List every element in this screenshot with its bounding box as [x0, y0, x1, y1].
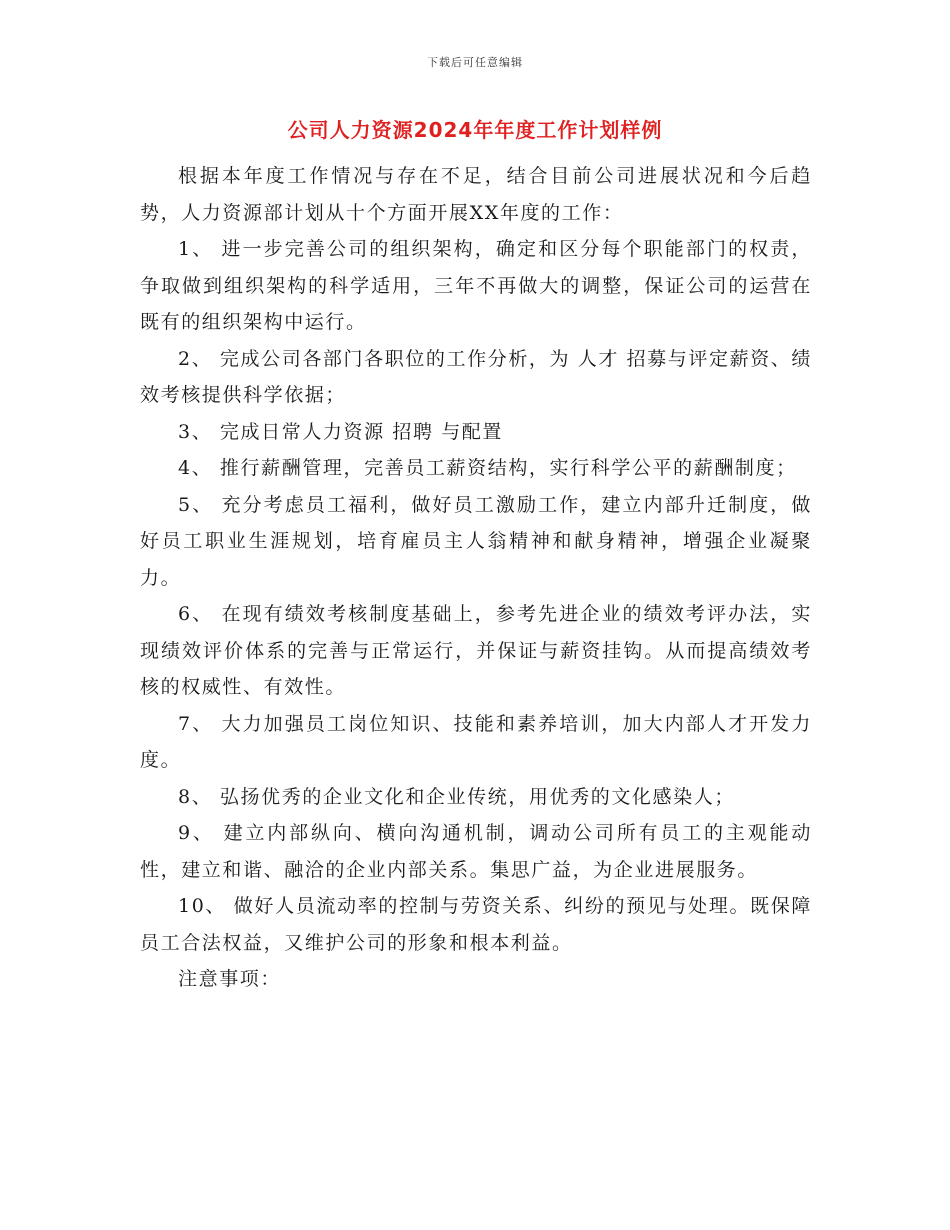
plan-item-10: 10、 做好人员流动率的控制与劳资关系、纠纷的预见与处理。既保障员工合法权益，又维护公司的形象和根本利益。	[140, 895, 812, 954]
plan-item-9: 9、 建立内部纵向、横向沟通机制，调动公司所有员工的主观能动性，建立和谐、融洽的企业内部关系。集思广益，为企业进展服务。	[140, 822, 812, 881]
document-body	[140, 158, 812, 998]
notes-heading: 注意事项：	[178, 968, 282, 990]
header-note: 下载后可任意编辑	[427, 56, 523, 69]
plan-item-8: 8、 弘扬优秀的企业文化和企业传统，用优秀的文化感染人；	[178, 785, 735, 808]
plan-item-7: 7、 大力加强员工岗位知识、技能和素养培训，加大内部人才开发力度。	[140, 712, 812, 771]
plan-item-4: 4、 推行薪酬管理，完善员工薪资结构，实行科学公平的薪酬制度；	[178, 457, 797, 479]
plan-item-5: 5、 充分考虑员工福利，做好员工激励工作，建立内部升迁制度，做好员工职业生涯规划，培育雇员主人翁精神和献身精神，增强企业凝聚力。	[140, 493, 812, 589]
plan-item-6: 6、 在现有绩效考核制度基础上，参考先进企业的绩效考评办法，实现绩效评价体系的完善与正常运行，并保证与薪资挂钩。从而提高绩效考核的权威性、有效性。	[140, 603, 812, 698]
plan-item-2: 2、 完成公司各部门各职位的工作分析，为 人才 招募与评定薪资、绩效考核提供科学依据；	[140, 347, 813, 406]
plan-item-3: 3、 完成日常人力资源 招聘 与配置	[178, 420, 504, 443]
intro-paragraph: 根据本年度工作情况与存在不足，结合目前公司进展状况和今后趋势，人力资源部计划从十个方面开展XX年度的工作：	[140, 165, 812, 224]
plan-item-1: 1、 进一步完善公司的组织架构，确定和区分每个职能部门的权责，争取做到组织架构的科学适用，三年不再做大的调整，保证公司的运营在既有的组织架构中运行。	[140, 238, 812, 333]
document-title: 公司人力资源2024年年度工作计划样例	[287, 118, 663, 142]
